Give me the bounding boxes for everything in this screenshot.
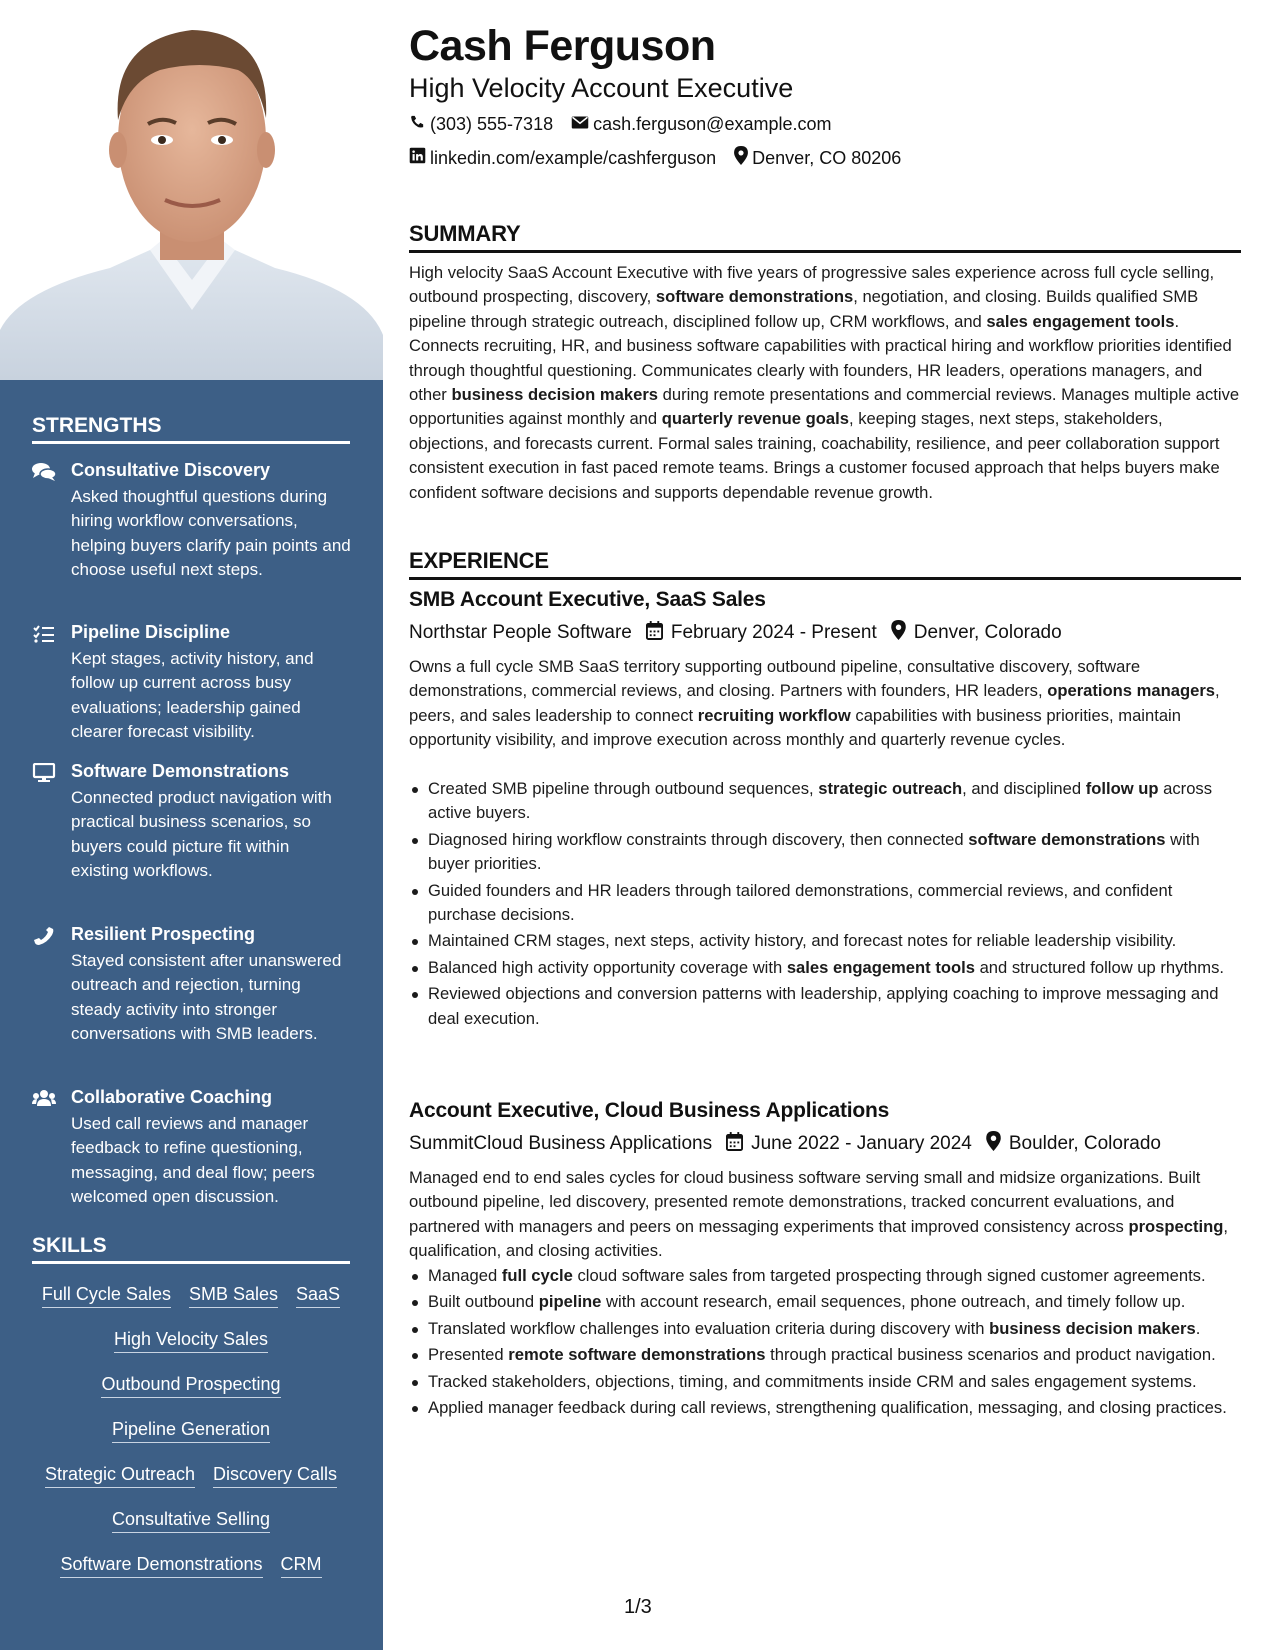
bold-keyword: prospecting (1128, 1216, 1224, 1236)
comments-icon (32, 462, 56, 482)
job-dates-text: June 2022 - January 2024 (751, 1133, 972, 1154)
text-run: , negotiation, and closing. Builds qualified SMB pipeline through strategic outreach, disciplined follow up, CRM workflows, and (409, 287, 1199, 331)
skill-row (24, 1284, 358, 1308)
text-run: and structured follow up rhythms. (974, 957, 1224, 977)
location-pin-icon (734, 146, 752, 170)
text-run: cloud software sales from targeted prospecting through signed customer agreements. (572, 1266, 1206, 1285)
text-run: across active buyers. (428, 779, 1213, 823)
bold-keyword: operations managers (1047, 681, 1216, 701)
skill-tag: High Velocity Sales (114, 1329, 268, 1353)
bullet-item (409, 1290, 1241, 1314)
contact-email (571, 114, 831, 135)
location-pin-icon (891, 620, 914, 646)
text-run: through practical business scenarios and product navigation. (765, 1345, 1216, 1365)
location-text: Denver, CO 80206 (752, 147, 902, 168)
strength-desc: Used call reviews and manager feedback to refine questioning, messaging, and deal flow; peers welcomed open discussion. (71, 1114, 315, 1207)
bold-keyword: quarterly revenue goals (661, 409, 849, 429)
bold-keyword: recruiting workflow (697, 705, 851, 725)
text-run: Translated workflow challenges into evaluation criteria during discovery with (428, 1318, 990, 1338)
text-run: . Connects recruiting, HR, and business software capabilities with practical hiring and workflow priorities identified through thoughtful questioning. Communicates clearly with founders, HR leaders, operations managers, and other (409, 311, 1232, 405)
phone-number: (303) 555-7318 (430, 113, 554, 134)
bold-keyword: business decision makers (989, 1318, 1196, 1338)
skill-row (24, 1374, 358, 1398)
skill-tag: Software Demonstrations (60, 1554, 262, 1578)
bullet-item (409, 777, 1241, 826)
page-indicator: 1/3 (624, 1596, 652, 1618)
job-bullets (409, 777, 1241, 1033)
text-run: Created SMB pipeline through outbound sequences, (428, 779, 819, 798)
job-title: SMB Account Executive, SaaS Sales (409, 588, 766, 611)
bold-keyword: strategic outreach (818, 779, 963, 798)
contact-location (734, 146, 901, 170)
bold-keyword: follow up (1085, 779, 1159, 798)
job-meta (409, 620, 1076, 646)
bullet-item (409, 1396, 1241, 1420)
envelope-icon (571, 114, 593, 135)
text-run: , keeping stages, next steps, stakeholders, objections, and forecasts current. Formal sales training, coachability, resilience, and peer collaboration support consistent execution in fast paced remote teams. Brings a customer focused approach that helps buyers make confident software decisions and supports dependable revenue growth. (409, 409, 1220, 502)
job-company: SummitCloud Business Applications (409, 1133, 713, 1154)
text-run: Diagnosed hiring workflow constraints through discovery, then connected (428, 829, 969, 849)
bullet-item (409, 1317, 1241, 1341)
list-check-icon (32, 624, 56, 644)
skill-row (24, 1554, 358, 1578)
job-location (986, 1131, 1161, 1157)
linkedin-url: linkedin.com/example/cashferguson (430, 147, 717, 168)
text-run: Built outbound (428, 1292, 539, 1312)
skill-tag: Discovery Calls (213, 1464, 337, 1488)
strength-desc: Asked thoughtful questions during hiring workflow conversations, helping buyers clarify pain points and choose useful next steps. (71, 487, 351, 580)
job-dates (726, 1132, 972, 1157)
text-run: Balanced high activity opportunity coverage with (428, 957, 787, 977)
strength-desc: Stayed consistent after unanswered outreach and rejection, turning steady activity into stronger conversations with SMB leaders. (71, 951, 342, 1044)
contact-row (409, 113, 849, 135)
skill-tag: Full Cycle Sales (42, 1284, 171, 1308)
bold-keyword: software demonstrations (968, 829, 1166, 849)
bullet-item (409, 1370, 1241, 1394)
contact-row (409, 146, 919, 170)
job-location (891, 620, 1062, 646)
strength-title: Pipeline Discipline (71, 622, 231, 642)
text-run: Guided founders and HR leaders through tailored demonstrations, commercial reviews, and confident purchase decisions. (428, 880, 1173, 925)
job-location-text: Denver, Colorado (913, 622, 1062, 643)
bold-keyword: remote software demonstrations (508, 1345, 766, 1365)
skill-tag: SMB Sales (189, 1284, 278, 1308)
strength-title: Resilient Prospecting (71, 924, 256, 944)
monitor-icon (32, 763, 56, 783)
location-pin-icon (986, 1131, 1009, 1157)
text-run: during remote presentations and commercial reviews. Manages multiple active opportunities against monthly and (409, 385, 1240, 429)
experience-title: EXPERIENCE (409, 548, 1241, 580)
contact-linkedin (409, 147, 716, 169)
text-run: Tracked stakeholders, objections, timing, and commitments inside CRM and sales engagement systems. (428, 1371, 1197, 1391)
bullet-item (409, 982, 1241, 1031)
text-run: Managed end to end sales cycles for cloud business software serving small and midsize organizations. Built outbound pipeline, led discovery, presented remote demonstrations, tracked concurrent evaluations, and partnered with managers and peers on messaging experiments that improved consistency across (409, 1168, 1201, 1236)
calendar-icon (646, 621, 671, 646)
users-icon (32, 1089, 56, 1109)
text-run: Maintained CRM stages, next steps, activity history, and forecast notes for reliable leadership visibility. (428, 931, 1177, 951)
strength-title: Collaborative Coaching (71, 1087, 273, 1107)
text-run: Owns a full cycle SMB SaaS territory supporting outbound pipeline, consultative discovery, software demonstrations, commercial reviews, and closing. Partners with founders, HR leaders, (409, 657, 1141, 701)
email-address: cash.ferguson@example.com (593, 113, 832, 134)
bold-keyword: sales engagement tools (986, 311, 1175, 331)
summary-text (409, 261, 1241, 505)
bold-keyword: sales engagement tools (786, 957, 975, 977)
main-content (409, 0, 1241, 1650)
text-run: High velocity SaaS Account Executive with five years of progressive sales experience across full cycle selling, outbound prospecting, discovery, (409, 263, 1215, 307)
job-location-text: Boulder, Colorado (1008, 1133, 1161, 1154)
bullet-item (409, 929, 1241, 953)
calendar-icon (726, 1132, 751, 1157)
linkedin-icon (409, 147, 430, 169)
bold-keyword: business decision makers (451, 385, 659, 405)
text-run: with account research, email sequences, phone outreach, and timely follow up. (601, 1292, 1186, 1312)
strengths-title: STRENGTHS (32, 414, 350, 444)
bold-keyword: pipeline (538, 1292, 602, 1312)
profile-photo (0, 0, 383, 380)
skill-tag: CRM (281, 1554, 322, 1578)
bold-keyword: software demonstrations (655, 287, 854, 307)
job-meta (409, 1131, 1175, 1157)
skill-row (24, 1509, 358, 1533)
skills-title: SKILLS (32, 1234, 350, 1264)
text-run: Applied manager feedback during call reviews, strengthening qualification, messaging, and closing practices. (428, 1398, 1227, 1418)
bullet-item (409, 1343, 1241, 1367)
strength-desc: Kept stages, activity history, and follow up current across busy evaluations; leadership gained clearer forecast visibility. (71, 649, 314, 742)
text-run: Presented (428, 1345, 509, 1365)
job-dates (646, 621, 877, 646)
skill-tag: Strategic Outreach (45, 1464, 195, 1488)
skill-row (24, 1464, 358, 1488)
skill-tag: Outbound Prospecting (101, 1374, 280, 1398)
skill-row (24, 1419, 358, 1443)
job-dates-text: February 2024 - Present (670, 622, 877, 643)
skill-tag: SaaS (296, 1284, 340, 1308)
job-title: Account Executive, Cloud Business Applications (409, 1099, 890, 1122)
candidate-headline: High Velocity Account Executive (409, 73, 794, 103)
job-bullets (409, 1264, 1241, 1422)
skill-row (24, 1329, 358, 1353)
text-run: with buyer priorities. (428, 829, 1200, 874)
strength-desc: Connected product navigation with practical business scenarios, so buyers could picture fit within existing workflows. (71, 788, 332, 881)
text-run: . (1195, 1318, 1201, 1338)
summary-title: SUMMARY (409, 221, 1241, 253)
strength-title: Software Demonstrations (71, 761, 290, 781)
bullet-item (409, 956, 1241, 980)
bullet-item (409, 828, 1241, 877)
skill-tag: Consultative Selling (112, 1509, 270, 1533)
text-run: , qualification, and closing activities. (409, 1216, 1229, 1261)
bullet-item (409, 1264, 1241, 1288)
job-description (409, 1166, 1241, 1264)
job-company: Northstar People Software (409, 622, 632, 643)
contact-phone (409, 113, 553, 135)
text-run: , and disciplined (962, 779, 1086, 798)
skill-tag: Pipeline Generation (112, 1419, 270, 1443)
bold-keyword: full cycle (501, 1266, 573, 1285)
text-run: Reviewed objections and conversion patterns with leadership, applying coaching to improve messaging and deal execution. (428, 984, 1219, 1028)
text-run: , peers, and sales leadership to connect (409, 681, 1220, 725)
phone-icon (409, 113, 430, 135)
candidate-name: Cash Ferguson (409, 22, 716, 70)
strength-title: Consultative Discovery (71, 460, 271, 480)
phone-icon (32, 926, 56, 946)
text-run: capabilities with business priorities, maintain opportunity visibility, and improve execution across monthly and quarterly revenue cycles. (409, 705, 1181, 750)
text-run: Managed (428, 1266, 502, 1285)
job-description (409, 655, 1241, 753)
bullet-item (409, 879, 1241, 928)
sidebar (0, 0, 383, 1650)
